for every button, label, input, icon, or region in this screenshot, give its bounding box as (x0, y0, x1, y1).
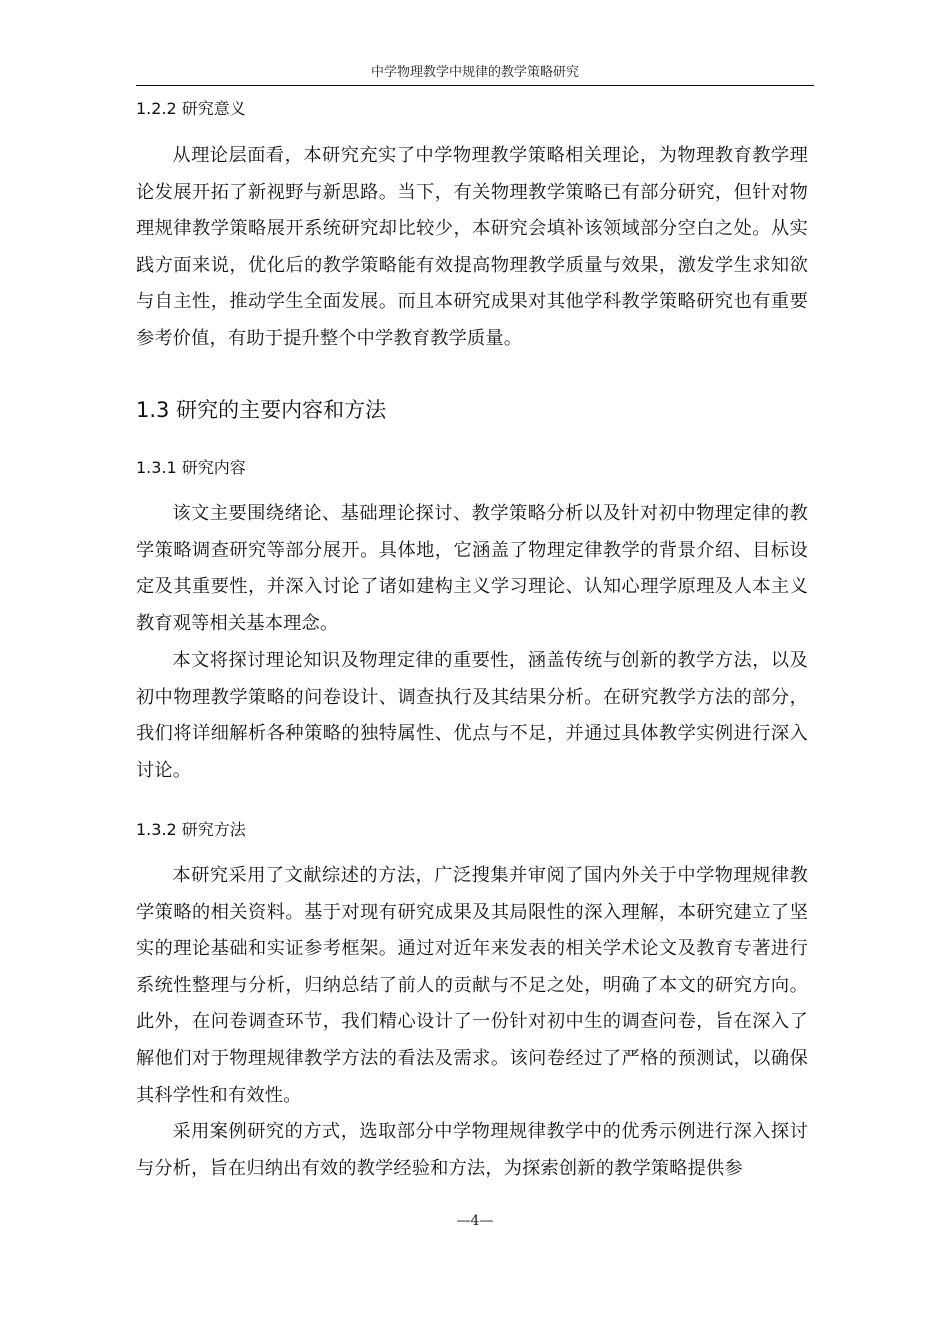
paragraph: 采用案例研究的方式，选取部分中学物理规律教学中的优秀示例进行深入探讨与分析，旨在归纳出有效的教学经验和方法，为探索创新的教学策略提供参 (136, 1121, 808, 1179)
section-heading-1-2-2: 1.2.2 研究意义 (136, 99, 246, 118)
paragraph: 本文将探讨理论知识及物理定律的重要性，涵盖传统与创新的教学方法，以及初中物理教学策略的问卷设计、调查执行及其结果分析。在研究教学方法的部分，我们将详细解析各种策略的独特属性、优点与不足，并通过具体教学实例进行深入讨论。 (136, 650, 808, 781)
running-header: 中学物理教学中规律的教学策略研究 (370, 65, 579, 80)
paragraph: 该文主要围绕绪论、基础理论探讨、教学策略分析以及针对初中物理定律的教学策略调查研究等部分展开。具体地，它涵盖了物理定律教学的背景介绍、目标设定及其重要性，并深入讨论了诸如建构主义学习理论、认知心理学原理及人本主义教育观等相关基本理念。 (136, 503, 808, 634)
paragraph: 本研究采用了文献综述的方法，广泛搜集并审阅了国内外关于中学物理规律教学策略的相关资料。基于对现有研究成果及其局限性的深入理解，本研究建立了坚实的理论基础和实证参考框架。通过对近年来发表的相关学术论文及教育专著进行系统性整理与分析，归纳总结了前人的贡献与不足之处，明确了本文的研究方向。此外，在问卷调查环节，我们精心设计了一份针对初中生的调查问卷，旨在深入了解他们对于物理规律教学方法的看法及需求。该问卷经过了严格的预测试，以确保其科学性和有效性。 (136, 865, 808, 1106)
paragraph: 从理论层面看，本研究充实了中学物理教学策略相关理论，为物理教育教学理论发展开拓了新视野与新思路。当下，有关物理教学策略已有部分研究，但针对物理规律教学策略展开系统研究却比较少，本研究会填补该领域部分空白之处。从实践方面来说，优化后的教学策略能有效提高物理教学质量与效果，激发学生求知欲与自主性，推动学生全面发展。而且本研究成果对其他学科教学策略研究也有重要参考价值，有助于提升整个中学教育教学质量。 (136, 145, 808, 349)
section-heading-1-3: 1.3 研究的主要内容和方法 (136, 398, 387, 422)
section-heading-1-3-2: 1.3.2 研究方法 (136, 820, 246, 839)
section-heading-1-3-1: 1.3.1 研究内容 (136, 458, 246, 477)
page-number: —4— (456, 1213, 494, 1229)
header-rule (136, 85, 814, 86)
